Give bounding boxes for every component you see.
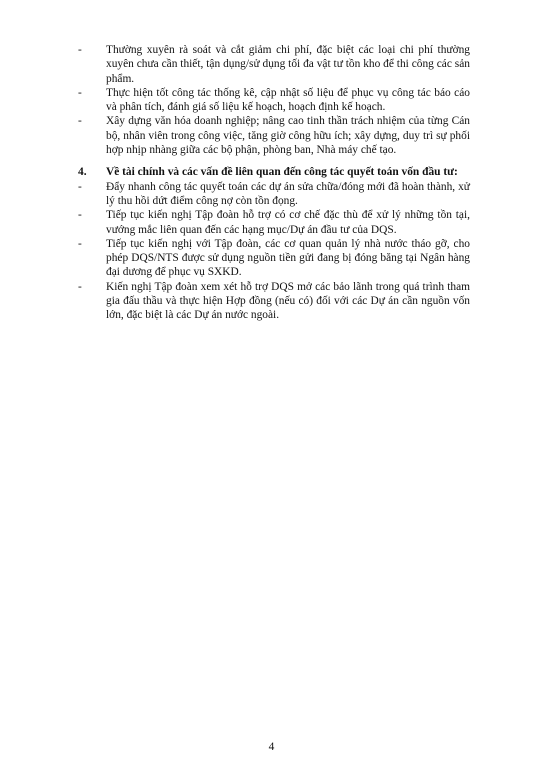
list-item-text: Kiến nghị Tập đoàn xem xét hỗ trợ DQS mở các bảo lãnh trong quá trình tham gia đấu thầu và thực hiện Hợp đồng (nếu có) đối với các Dự án cần nguồn vốn lớn, đặc biệt là các Dự án nước ngoài. bbox=[106, 280, 470, 322]
list-item-text: Thực hiện tốt công tác thống kê, cập nhật số liệu để phục vụ công tác báo cáo và phân tích, đánh giá số liệu kế hoạch, hoạch định kế hoạch. bbox=[106, 86, 470, 114]
bullet-marker: - bbox=[78, 115, 82, 128]
list-item-text: Thường xuyên rà soát và cắt giảm chi phí, đặc biệt các loại chi phí thường xuyên chưa cần thiết, tận dụng/sử dụng tối đa vật tư tồn kho để thi công các sản phẩm. bbox=[106, 44, 470, 85]
list-item bbox=[78, 208, 470, 237]
list-item bbox=[78, 180, 470, 209]
page-number: 4 bbox=[268, 741, 275, 753]
section-number: 4. bbox=[78, 166, 87, 179]
bullet-marker: - bbox=[78, 280, 82, 293]
list-item bbox=[78, 114, 470, 157]
list-item bbox=[78, 280, 470, 323]
list-item bbox=[78, 86, 470, 115]
list-item-text: Tiếp tục kiến nghị Tập đoàn hỗ trợ có cơ chế đặc thù để xử lý những tồn tại, vướng mắc liên quan đến các hạng mục/Dự án đầu tư của DQS. bbox=[106, 209, 470, 236]
bullet-marker: - bbox=[78, 86, 82, 99]
section-heading bbox=[78, 165, 470, 179]
bullet-marker: - bbox=[78, 209, 82, 222]
list-item-text: Tiếp tục kiến nghị với Tập đoàn, các cơ quan quản lý nhà nước tháo gỡ, cho phép DQS/NTS được sử dụng nguồn tiền gửi đang bị đóng băng tại Ngân hàng đại dương để phục vụ SXKD. bbox=[106, 237, 470, 279]
document-body bbox=[78, 43, 470, 323]
list-item-text: Đẩy nhanh công tác quyết toán các dự án sửa chữa/đóng mới đã hoàn thành, xử lý thu hồi dứt điểm công nợ còn tồn đọng. bbox=[106, 180, 470, 207]
bullet-marker: - bbox=[78, 180, 82, 193]
list-item-text: Xây dựng văn hóa doanh nghiệp; nâng cao tinh thần trách nhiệm của từng Cán bộ, nhân viên trong công việc, tăng giờ công hữu ích; xây dựng, duy trì sự phối hợp nhịp nhàng giữa các bộ phận, phòng ban, Nhà máy chế tạo. bbox=[106, 115, 470, 157]
bullet-marker: - bbox=[78, 237, 82, 250]
bullet-marker: - bbox=[78, 44, 82, 56]
section-title: Về tài chính và các vấn đề liên quan đến công tác quyết toán vốn đầu tư: bbox=[106, 166, 458, 179]
list-item bbox=[78, 43, 470, 86]
list-item bbox=[78, 237, 470, 280]
